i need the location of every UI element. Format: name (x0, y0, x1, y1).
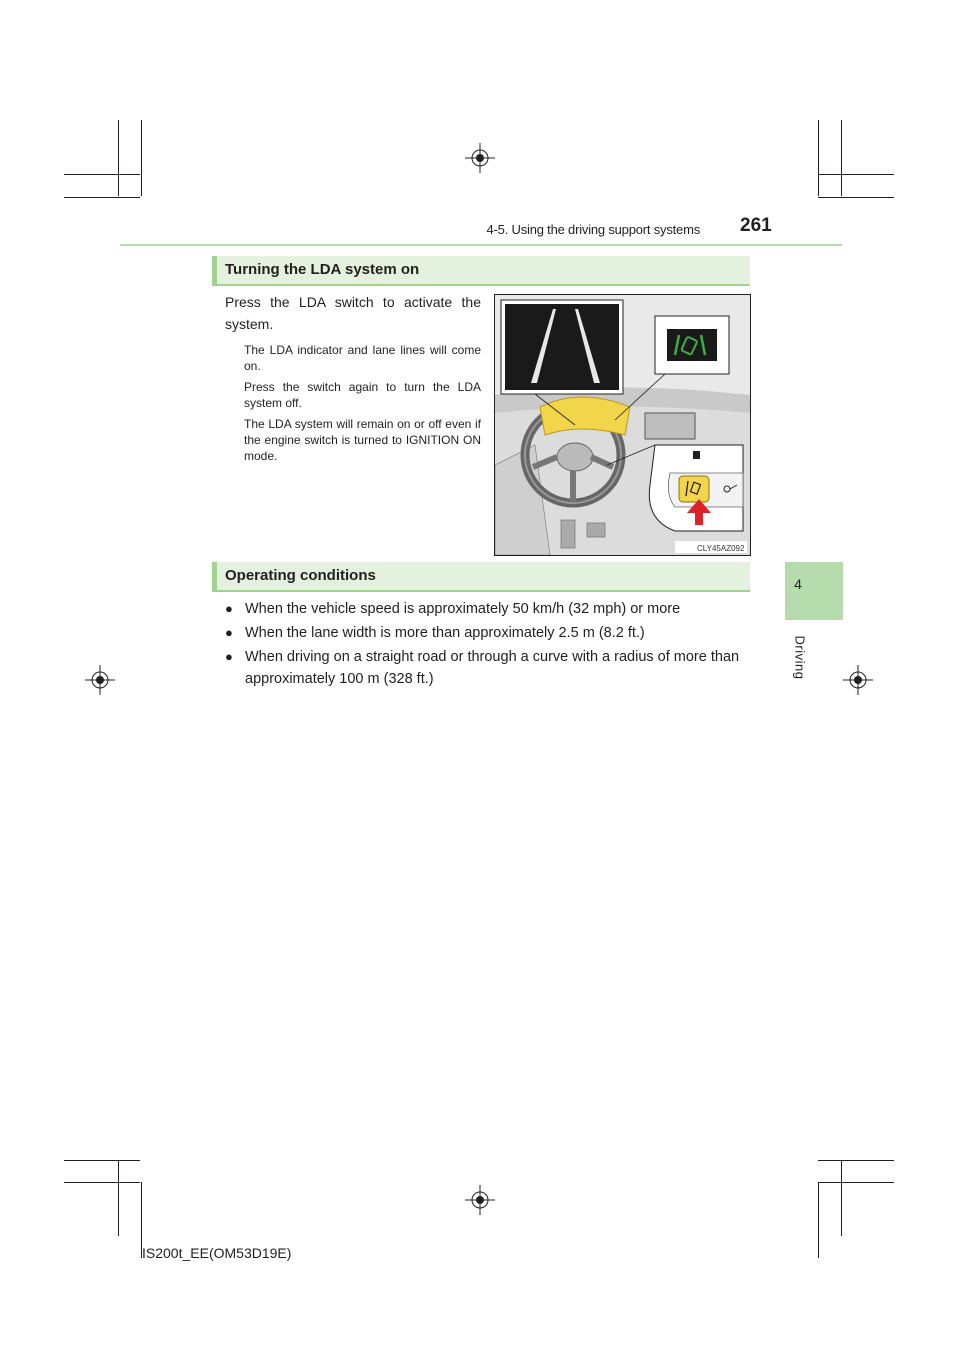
bullet-icon: ● (225, 625, 233, 640)
conditions-list (225, 598, 755, 692)
crop-mark (841, 1160, 842, 1236)
lda-illustration (494, 294, 751, 556)
note-item: The LDA system will remain on or off even if the engine switch is turned to IGNITION ON mode. (244, 417, 481, 463)
chapter-name: Driving (792, 635, 808, 680)
chapter-label-wrap (780, 630, 810, 690)
section-title: Operating conditions (225, 567, 376, 584)
header-rule (120, 244, 842, 246)
list-item (225, 646, 755, 690)
condition-text: When driving on a straight road or through a curve with a radius of more than approximately 100 m (328 ft.) (245, 649, 740, 687)
crop-mark (841, 120, 842, 196)
crop-mark (64, 174, 140, 175)
note-item: The LDA indicator and lane lines will come on. (244, 343, 481, 373)
crop-mark (818, 197, 894, 198)
bullet-icon: ● (225, 601, 233, 616)
crop-mark (818, 1160, 894, 1161)
illustration-code: CLY45AZ092 (697, 544, 745, 553)
crop-mark (818, 174, 894, 175)
condition-text: When the vehicle speed is approximately 50 km/h (32 mph) or more (245, 601, 681, 617)
registration-target-icon (843, 665, 873, 695)
page-number: 261 (740, 215, 772, 236)
section-title: Turning the LDA system on (225, 261, 420, 278)
crop-mark (818, 1182, 819, 1258)
crop-mark (64, 197, 140, 198)
running-header: 4-5. Using the driving support systems (486, 222, 700, 237)
dashboard-drawing (495, 295, 750, 555)
chapter-number: 4 (794, 576, 802, 592)
crop-mark (118, 1160, 119, 1236)
crop-mark (818, 1182, 894, 1183)
instruction-text: Press the LDA switch to activate the system. (225, 294, 481, 332)
crop-mark (64, 1182, 140, 1183)
list-item (225, 622, 755, 644)
registration-target-icon (465, 143, 495, 173)
condition-text: When the lane width is more than approximately 2.5 m (8.2 ft.) (245, 625, 645, 641)
registration-target-icon (465, 1185, 495, 1215)
note-item: Press the switch again to turn the LDA system off. (244, 380, 481, 410)
section-header-lda-on (212, 256, 750, 286)
registration-target-icon (85, 665, 115, 695)
list-item (225, 598, 755, 620)
crop-mark (64, 1160, 140, 1161)
bullet-icon: ● (225, 649, 233, 664)
crop-mark (141, 120, 142, 196)
lda-switch-icon (679, 476, 709, 502)
document-id: IS200t_EE(OM53D19E) (142, 1245, 292, 1261)
section-header-conditions (212, 562, 750, 592)
crop-mark (818, 120, 819, 196)
crop-mark (118, 120, 119, 196)
